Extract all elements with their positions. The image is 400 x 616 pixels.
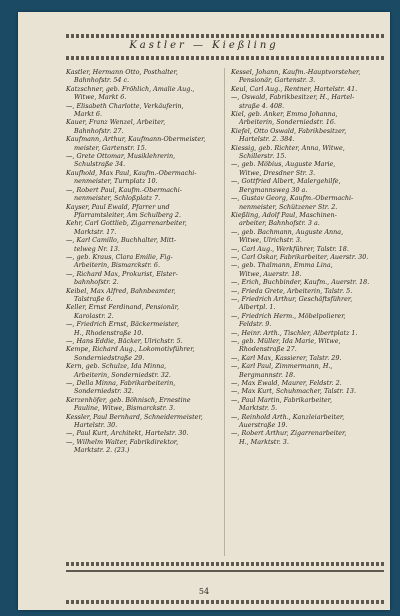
bottom-ornamental-border [66,600,384,604]
directory-entry [66,429,222,437]
entry-continuation-line: Witwe, Markt 6. [74,93,127,102]
entry-line: —, Frieda Grete, Arbeiterin, Talstr. 5. [231,286,353,295]
directory-entry [231,93,387,110]
page-number: 54 [198,587,210,596]
entry-continuation-line: bahnhofstr. 2. [74,278,119,287]
directory-entry [231,354,387,362]
entry-line: —, Carl Aug., Werkführer, Talstr. 18. [231,244,349,253]
entry-line: Keller, Ernst Ferdinand, Pensionär, [66,303,180,312]
entry-continuation-line: Arbeiterin, Bismarckstr. 6. [74,261,160,270]
footer-rule [66,570,384,572]
entry-continuation-line: Witwe, Ulrichstr. 3. [239,236,302,245]
directory-entry [231,287,387,295]
header-ornamental-border [66,56,384,60]
directory-entry [231,68,387,85]
entry-line: —, Erich, Buchbinder, Kaufm., Auerstr. 18. [231,278,370,287]
entry-continuation-line: Bahnhofstr. 27. [74,126,124,135]
entry-line: —, geb. Möbius, Auguste Marie, [231,160,336,169]
entry-continuation-line: Bergmannsweg 30 a. [239,185,308,194]
entry-line: —, Friedrich Ernst, Bäckermeister, [66,320,180,329]
entry-line: Kaufmann, Arthur, Kaufmann-Obermeister, [66,135,206,144]
directory-page [18,12,390,610]
directory-entry [66,438,222,455]
directory-entry [66,203,222,220]
directory-entry [66,253,222,270]
top-ornamental-border [66,34,384,38]
entry-continuation-line: H., Marktstr. 3. [239,437,289,446]
directory-entry [66,379,222,396]
directory-entry [231,337,387,354]
right-column [231,68,387,446]
entry-line: Kiel, geb. Anker, Emma Johanna, [231,110,338,119]
left-column [66,68,222,455]
entry-line: Keibel, Max Alfred, Bahnbeamter, [66,286,176,295]
entry-line: Kauer, Franz Wenzel, Arbeiter, [66,118,166,127]
directory-entry [66,186,222,203]
entry-continuation-line: nenmeister, Schloßplatz 7. [74,194,161,203]
entry-line: —, Paul Martin, Fabrikarbeiter, [231,395,333,404]
entry-continuation-line: Rhodenstraße 27. [239,345,297,354]
entry-continuation-line: arbeiter, Bahnhofstr. 3 a. [239,219,320,228]
directory-entry [66,320,222,337]
directory-entry [66,345,222,362]
directory-entry [231,144,387,161]
directory-entry [231,85,387,93]
entry-line: —, Hans Eddie, Bäcker, Ulrichstr. 5. [66,337,183,345]
directory-entry [66,287,222,304]
entry-line: —, Friedrich Herm., Möbelpolierer, [231,311,346,320]
entry-line: Kessler, Paul Bernhard, Schneidermeister, [66,412,203,421]
entry-line: —, Max Ewald, Maurer, Feldstr. 2. [231,379,342,388]
entry-continuation-line: Marktstr. 17. [74,227,117,236]
directory-entry [231,429,387,446]
directory-entry [231,194,387,211]
directory-entry [66,118,222,135]
entry-line: Kessel, Johann, Kaufm.-Hauptvorsteher, [231,68,361,76]
entry-line: —, Friedrich Arthur, Geschäftsführer, [231,294,353,303]
entry-line: —, geb. Müller, Ida Marie, Witwe, [231,337,341,345]
entry-continuation-line: nenmeister, Turnplatz 10. [74,177,158,186]
directory-entry [66,102,222,119]
directory-entry [231,413,387,430]
entry-line: Kerzenhöfer, geb. Böhnisch, Ernestine [66,395,191,404]
entry-line: Kempe, Richard Aug., Lokomotivführer, [66,345,195,354]
entry-line: —, Max Kurt, Schuhmacher, Talstr. 13. [231,387,356,396]
directory-entry [66,396,222,413]
entry-line: —, Grete Ottomar, Musiklehrerin, [66,152,176,161]
entry-continuation-line: Witwe, Auerstr. 18. [239,269,302,278]
entry-line: Kiessig, geb. Richter, Anna, Witwe, [231,143,345,152]
directory-entry [231,160,387,177]
entry-line: —, Reinhold Arth., Kanzleiarbeiter, [231,412,345,421]
directory-entry [66,135,222,152]
entry-continuation-line: meister, Gartenstr. 15. [74,143,147,152]
entry-line: Kiefel, Otto Oswald, Fabrikbesitzer, [231,126,347,135]
entry-continuation-line: Schulstraße 34. [74,160,126,169]
directory-entry [231,396,387,413]
entry-continuation-line: Pfarramtsleiter, Am Schulberg 2. [74,210,182,219]
directory-entry [231,177,387,194]
entry-continuation-line: Pensionär, Gartenstr. 3. [239,76,316,85]
directory-entry [231,387,387,395]
entry-line: —, Gustav Georg, Kaufm.-Obermachi- [231,194,354,203]
directory-entry [231,329,387,337]
page-header-title: Kastler — Kießling [129,40,279,51]
directory-entry [66,169,222,186]
directory-entry [231,110,387,127]
entry-continuation-line: Markt 6. [74,110,102,119]
entry-continuation-line: Sonderniedstr. 32. [74,387,134,396]
directory-entry [231,295,387,312]
entry-continuation-line: Bahnhofstr. 54 c. [74,76,130,85]
directory-entry [66,219,222,236]
directory-entry [231,278,387,286]
entry-continuation-line: telweg Nr. 13. [74,244,120,253]
column-divider [224,68,225,556]
entry-line: Kießling, Adolf Paul, Maschinen- [231,210,337,219]
entry-continuation-line: Arbeiterin, Sonderniedstr. 32. [74,370,171,379]
entry-line: —, geb. Thalmann, Emma Lina, [231,261,333,270]
entry-continuation-line: Hartelstr. 2. 384. [239,135,295,144]
entry-line: Keul, Carl Aug., Rentner, Hartelstr. 41. [231,84,358,93]
entry-line: —, Carl Oskar, Fabrikarbeiter, Auerstr. 30. [231,252,369,261]
entry-continuation-line: Marktstr. 2. (23.) [74,446,130,455]
directory-entry [231,261,387,278]
entry-continuation-line: Albertpl. 1. [239,303,276,312]
directory-entry [66,152,222,169]
directory-entry [66,303,222,320]
entry-continuation-line: Karolastr. 2. [74,311,114,320]
entry-line: —, Karl Camillo, Buchhalter, Mitt- [66,236,177,245]
directory-entry [231,127,387,144]
directory-entry [231,211,387,228]
entry-line: Kehr, Carl Gottlieb, Zigarrenarbeiter, [66,219,187,228]
entry-line: —, Oswald, Fabrikbesitzer, H., Hartel- [231,93,355,102]
entry-line: Kayser, Paul Ewald, Pfarrer und [66,202,170,211]
entry-line: Katzschner, geb. Fröhlich, Amalie Aug., [66,84,195,93]
directory-entry [66,413,222,430]
entry-line: —, Karl Paul, Zimmermann, H., [231,362,333,371]
entry-continuation-line: straße 4. 408. [239,101,285,110]
entry-line: —, Karl Max, Kassierer, Talstr. 29. [231,353,342,362]
entry-line: —, Paul Kurt, Architekt, Hartelstr. 30. [66,429,189,438]
entry-line: —, geb. Kraus, Clara Emilie, Fig- [66,252,173,261]
directory-entry [231,228,387,245]
entry-line: —, Gottfried Albert, Malergehilfe, [231,177,341,186]
entry-continuation-line: Marktstr. 5. [239,404,278,413]
directory-entry [231,362,387,379]
entry-line: Kastler, Hermann Otto, Posthalter, [66,68,178,76]
footer-ornamental-border [66,562,384,566]
entry-line: —, Robert Paul, Kaufm.-Obermachi- [66,185,182,194]
entry-line: —, Elisabeth Charlotte, Verkäuferin, [66,101,184,110]
entry-continuation-line: Arbeiterin, Sonderniedstr. 16. [239,118,336,127]
entry-line: —, Wilhelm Walter, Fabrikdirektor, [66,437,179,446]
directory-entry [231,312,387,329]
entry-line: —, Richard Max, Prokurist, Elster- [66,269,178,278]
entry-continuation-line: Talstraße 6. [74,294,113,303]
entry-continuation-line: H., Rhodenstraße 10. [74,328,144,337]
directory-entry [231,253,387,261]
entry-continuation-line: Pauline, Witwe, Bismarckstr. 3. [74,404,176,413]
entry-line: —, Della Minna, Fabrikarbeiterin, [66,379,176,388]
entry-line: —, Robert Arthur, Zigarrenarbeiter, [231,429,347,438]
directory-entry [66,362,222,379]
entry-continuation-line: Hartelstr. 30. [74,421,118,430]
entry-continuation-line: Feldstr. 9. [239,320,272,329]
directory-entry [231,379,387,387]
entry-line: Kern, geb. Schulze, Ida Minna, [66,362,167,371]
entry-continuation-line: Auerstraße 19. [239,421,288,430]
entry-line: Kaufhold, Max Paul, Kaufm.-Obermachi- [66,168,197,177]
entry-continuation-line: Bergmannstr. 18. [239,370,296,379]
entry-line: —, Heinr. Arth., Tischler, Albertplatz 1. [231,328,358,337]
directory-entry [66,236,222,253]
directory-entry [66,85,222,102]
directory-entry [66,68,222,85]
directory-entry [66,337,222,345]
entry-continuation-line: Witwe, Dresdner Str. 3. [239,168,316,177]
directory-entry [231,245,387,253]
entry-continuation-line: nenmeister, Schützener Str. 2. [239,202,338,211]
directory-entry [66,270,222,287]
entry-line: —, geb. Bachmann, Auguste Anna, [231,227,344,236]
entry-continuation-line: Sonderniedstraße 29. [74,353,145,362]
entry-continuation-line: Schillerstr. 15. [239,152,287,161]
